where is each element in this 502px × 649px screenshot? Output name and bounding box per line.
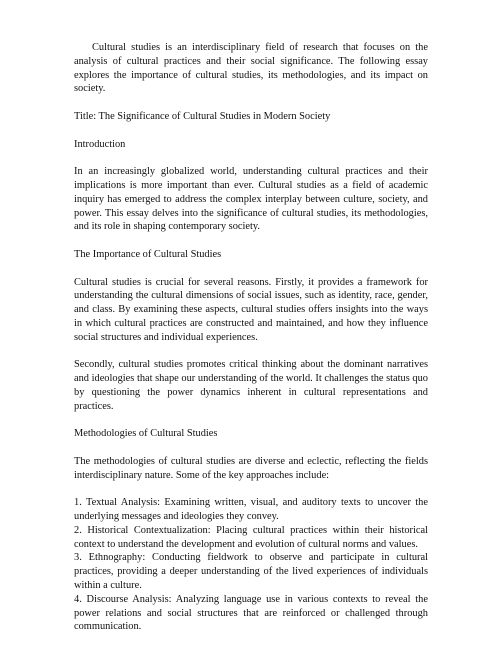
importance-paragraph-2: Secondly, cultural studies promotes critical thinking about the dominant narratives and ideologies that shape our understanding of the world. It challenges the status quo by questioning the power dynamics inherent in cultural representations and practices. [74, 359, 428, 412]
essay-title-line: Title: The Significance of Cultural Studies in Modern Society [74, 110, 331, 122]
importance-heading: The Importance of Cultural Studies [74, 248, 222, 260]
methods-list [74, 496, 428, 634]
methodologies-intro-paragraph: The methodologies of cultural studies are diverse and eclectic, reflecting the fields interdisciplinary nature. Some of the key approaches include: [74, 455, 428, 481]
document-page [74, 41, 428, 634]
importance-paragraph-1: Cultural studies is crucial for several reasons. Firstly, it provides a framework for understanding the cultural dimensions of social issues, such as identity, race, gender, and class. By examining these aspects, cultural studies offers insights into the ways in which cultural practices are constructed and maintained, and how they influence social structures and individual experiences. [74, 276, 428, 343]
introduction-paragraph: In an increasingly globalized world, understanding cultural practices and their implications is more important than ever. Cultural studies as a field of academic inquiry has emerged to address the complex interplay between culture, society, and power. This essay delves into the significance of cultural studies, its methodologies, and its role in shaping contemporary society. [74, 166, 428, 233]
methodologies-heading: Methodologies of Cultural Studies [74, 428, 218, 440]
method-item-ethnography: 3. Ethnography: Conducting fieldwork to observe and participate in cultural practices, providing a deeper understanding of the lived experiences of individuals within a culture. [74, 552, 428, 592]
intro-paragraph: Cultural studies is an interdisciplinary field of research that focuses on the analysis of cultural practices and their social significance. The following essay explores the importance of cultural studies, its methodologies, and its impact on society. [74, 42, 428, 95]
method-item-textual-analysis: 1. Textual Analysis: Examining written, visual, and auditory texts to uncover the underlying messages and ideologies they convey. [74, 497, 428, 523]
method-item-historical-contextualization: 2. Historical Contextualization: Placing cultural practices within their historical context to understand the development and evolution of cultural norms and values. [74, 524, 428, 550]
introduction-heading: Introduction [74, 138, 126, 150]
method-item-discourse-analysis: 4. Discourse Analysis: Analyzing language use in various contexts to reveal the power relations and social structures that are reinforced or challenged through communication. [74, 593, 428, 633]
